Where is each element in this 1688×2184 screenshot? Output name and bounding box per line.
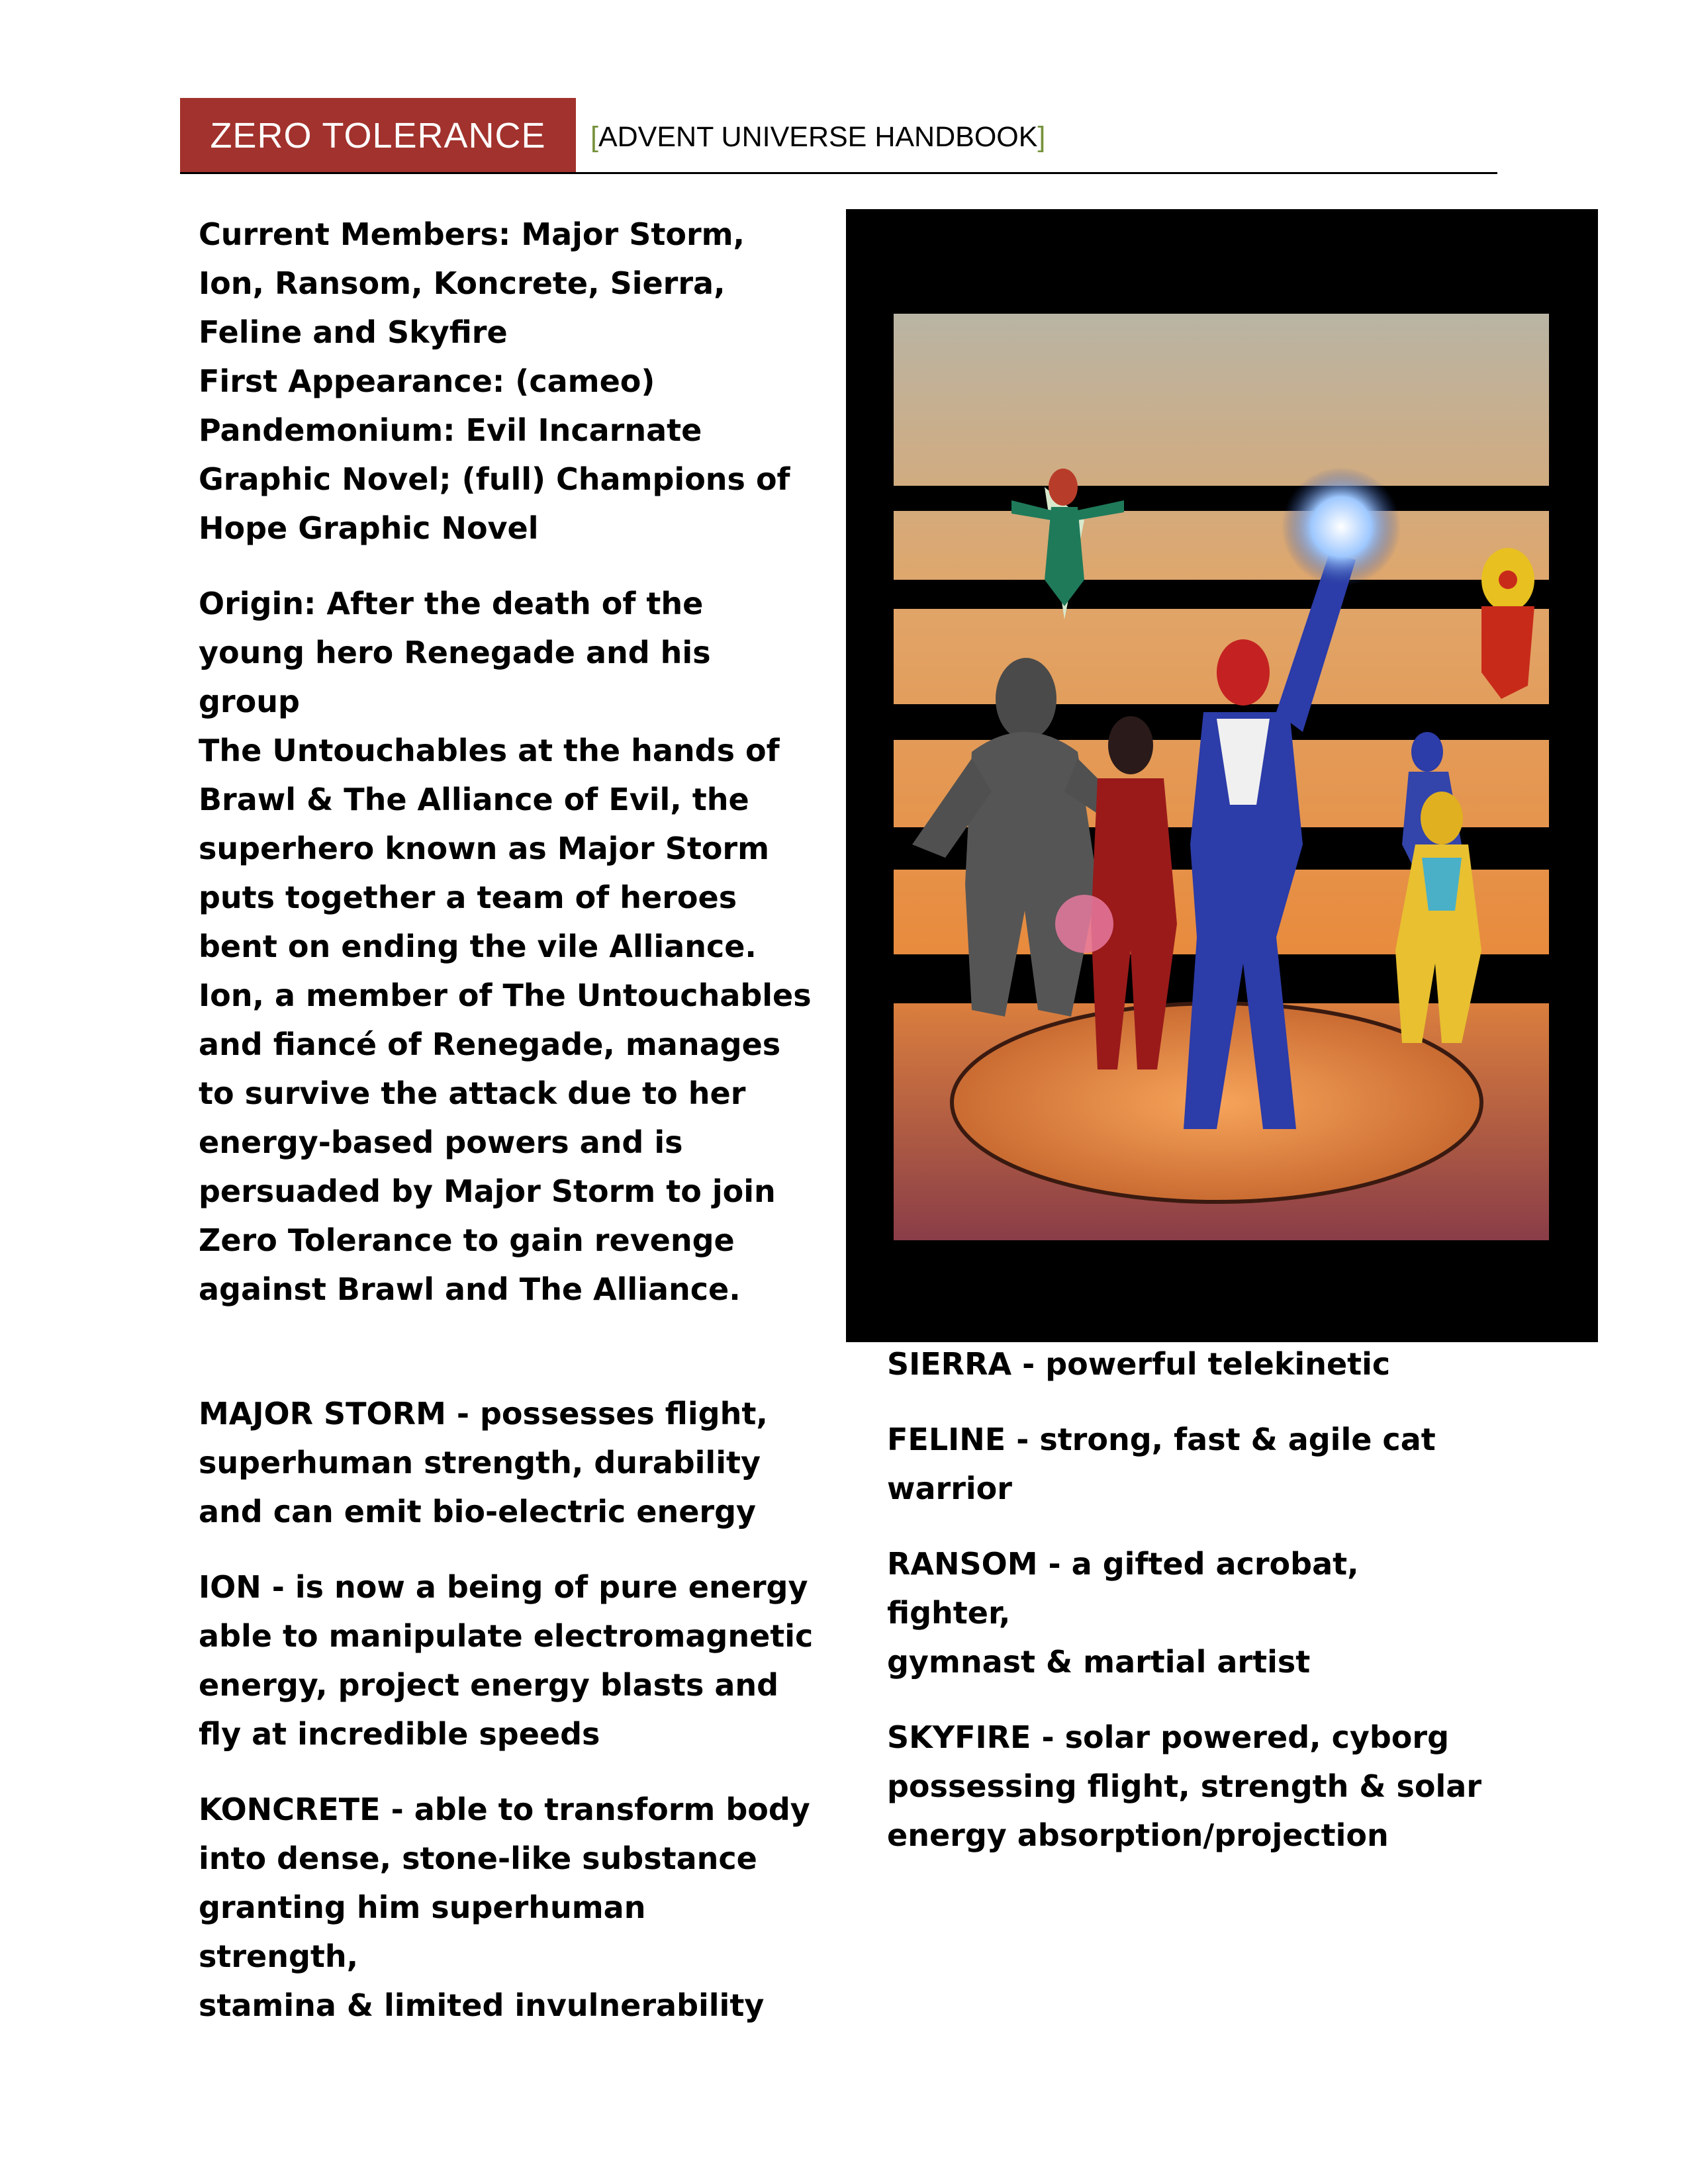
team-artwork bbox=[846, 209, 1598, 1342]
ransom-entry bbox=[887, 1539, 1483, 1686]
subtitle-close-bracket: ] bbox=[1037, 121, 1046, 153]
text-line: The Untouchables at the hands of bbox=[199, 733, 780, 768]
text-line: Origin: After the death of the bbox=[199, 586, 704, 621]
text-line: energy-based powers and is bbox=[199, 1124, 683, 1160]
text-line: KONCRETE - able to transform body bbox=[199, 1792, 810, 1827]
text-line: Pandemonium: Evil Incarnate bbox=[199, 412, 702, 448]
cover-illustration bbox=[846, 209, 1598, 1342]
text-line: energy, project energy blasts and bbox=[199, 1667, 779, 1703]
text-line: bent on ending the vile Alliance. bbox=[199, 929, 757, 964]
header-rule bbox=[180, 172, 1497, 174]
feline-entry bbox=[887, 1415, 1483, 1513]
text-line: FELINE - strong, fast & agile cat bbox=[887, 1422, 1436, 1457]
members-block bbox=[199, 210, 814, 553]
ion-entry bbox=[199, 1563, 814, 1758]
text-line: SIERRA - powerful telekinetic bbox=[887, 1346, 1391, 1382]
text-line: able to manipulate electromagnetic bbox=[199, 1618, 814, 1654]
text-line: possessing flight, strength & solar bbox=[887, 1768, 1482, 1804]
text-line: Current Members: Major Storm, bbox=[199, 216, 745, 252]
text-line: Brawl & The Alliance of Evil, the bbox=[199, 782, 749, 817]
origin-block bbox=[199, 579, 814, 1314]
text-line: Feline and Skyfire bbox=[199, 314, 508, 350]
text-line: fly at incredible speeds bbox=[199, 1716, 600, 1752]
text-line: MAJOR STORM - possesses flight, bbox=[199, 1396, 768, 1432]
stripe bbox=[894, 486, 1549, 511]
text-line: ION - is now a being of pure energy bbox=[199, 1569, 808, 1605]
text-line: superhuman strength, durability bbox=[199, 1445, 761, 1480]
koncrete-entry bbox=[199, 1785, 814, 2030]
text-line: young hero Renegade and his group bbox=[199, 635, 711, 719]
text-line: against Brawl and The Alliance. bbox=[199, 1271, 741, 1307]
text-line: into dense, stone-like substance bbox=[199, 1841, 757, 1876]
text-line: warrior bbox=[887, 1471, 1012, 1506]
text-line: Ion, Ransom, Koncrete, Sierra, bbox=[199, 265, 726, 301]
stripe bbox=[894, 580, 1549, 609]
sierra-entry bbox=[887, 1340, 1483, 1388]
text-line: superhero known as Major Storm bbox=[199, 831, 770, 866]
subtitle-text: ADVENT UNIVERSE HANDBOOK bbox=[598, 121, 1038, 153]
text-line: and can emit bio-electric energy bbox=[199, 1494, 756, 1529]
text-line: gymnast & martial artist bbox=[887, 1644, 1311, 1680]
text-line: Hope Graphic Novel bbox=[199, 510, 539, 546]
text-line: RANSOM - a gifted acrobat, fighter, bbox=[887, 1546, 1359, 1631]
text-line: to survive the attack due to her bbox=[199, 1075, 746, 1111]
skyfire-figure bbox=[1481, 548, 1534, 699]
text-line: granting him superhuman strength, bbox=[199, 1889, 646, 1974]
text-line: persuaded by Major Storm to join bbox=[199, 1173, 776, 1209]
text-line: SKYFIRE - solar powered, cyborg bbox=[887, 1719, 1450, 1755]
text-line: stamina & limited invulnerability bbox=[199, 1987, 765, 2023]
text-line: First Appearance: (cameo) bbox=[199, 363, 655, 399]
text-line: energy absorption/projection bbox=[887, 1817, 1389, 1853]
right-column bbox=[887, 1340, 1483, 1860]
subtitle-open-bracket: [ bbox=[590, 121, 598, 153]
text-line: Zero Tolerance to gain revenge bbox=[199, 1222, 735, 1258]
header-title: ZERO TOLERANCE bbox=[180, 98, 576, 173]
text-line: Ion, a member of The Untouchables bbox=[199, 978, 812, 1013]
header-subtitle bbox=[590, 121, 1045, 154]
skyfire-entry bbox=[887, 1713, 1483, 1860]
major-storm-entry bbox=[199, 1389, 814, 1536]
text-line: puts together a team of heroes bbox=[199, 880, 737, 915]
text-line: and fiancé of Renegade, manages bbox=[199, 1026, 781, 1062]
left-column bbox=[199, 210, 814, 2030]
text-line: Graphic Novel; (full) Champions of bbox=[199, 461, 790, 497]
